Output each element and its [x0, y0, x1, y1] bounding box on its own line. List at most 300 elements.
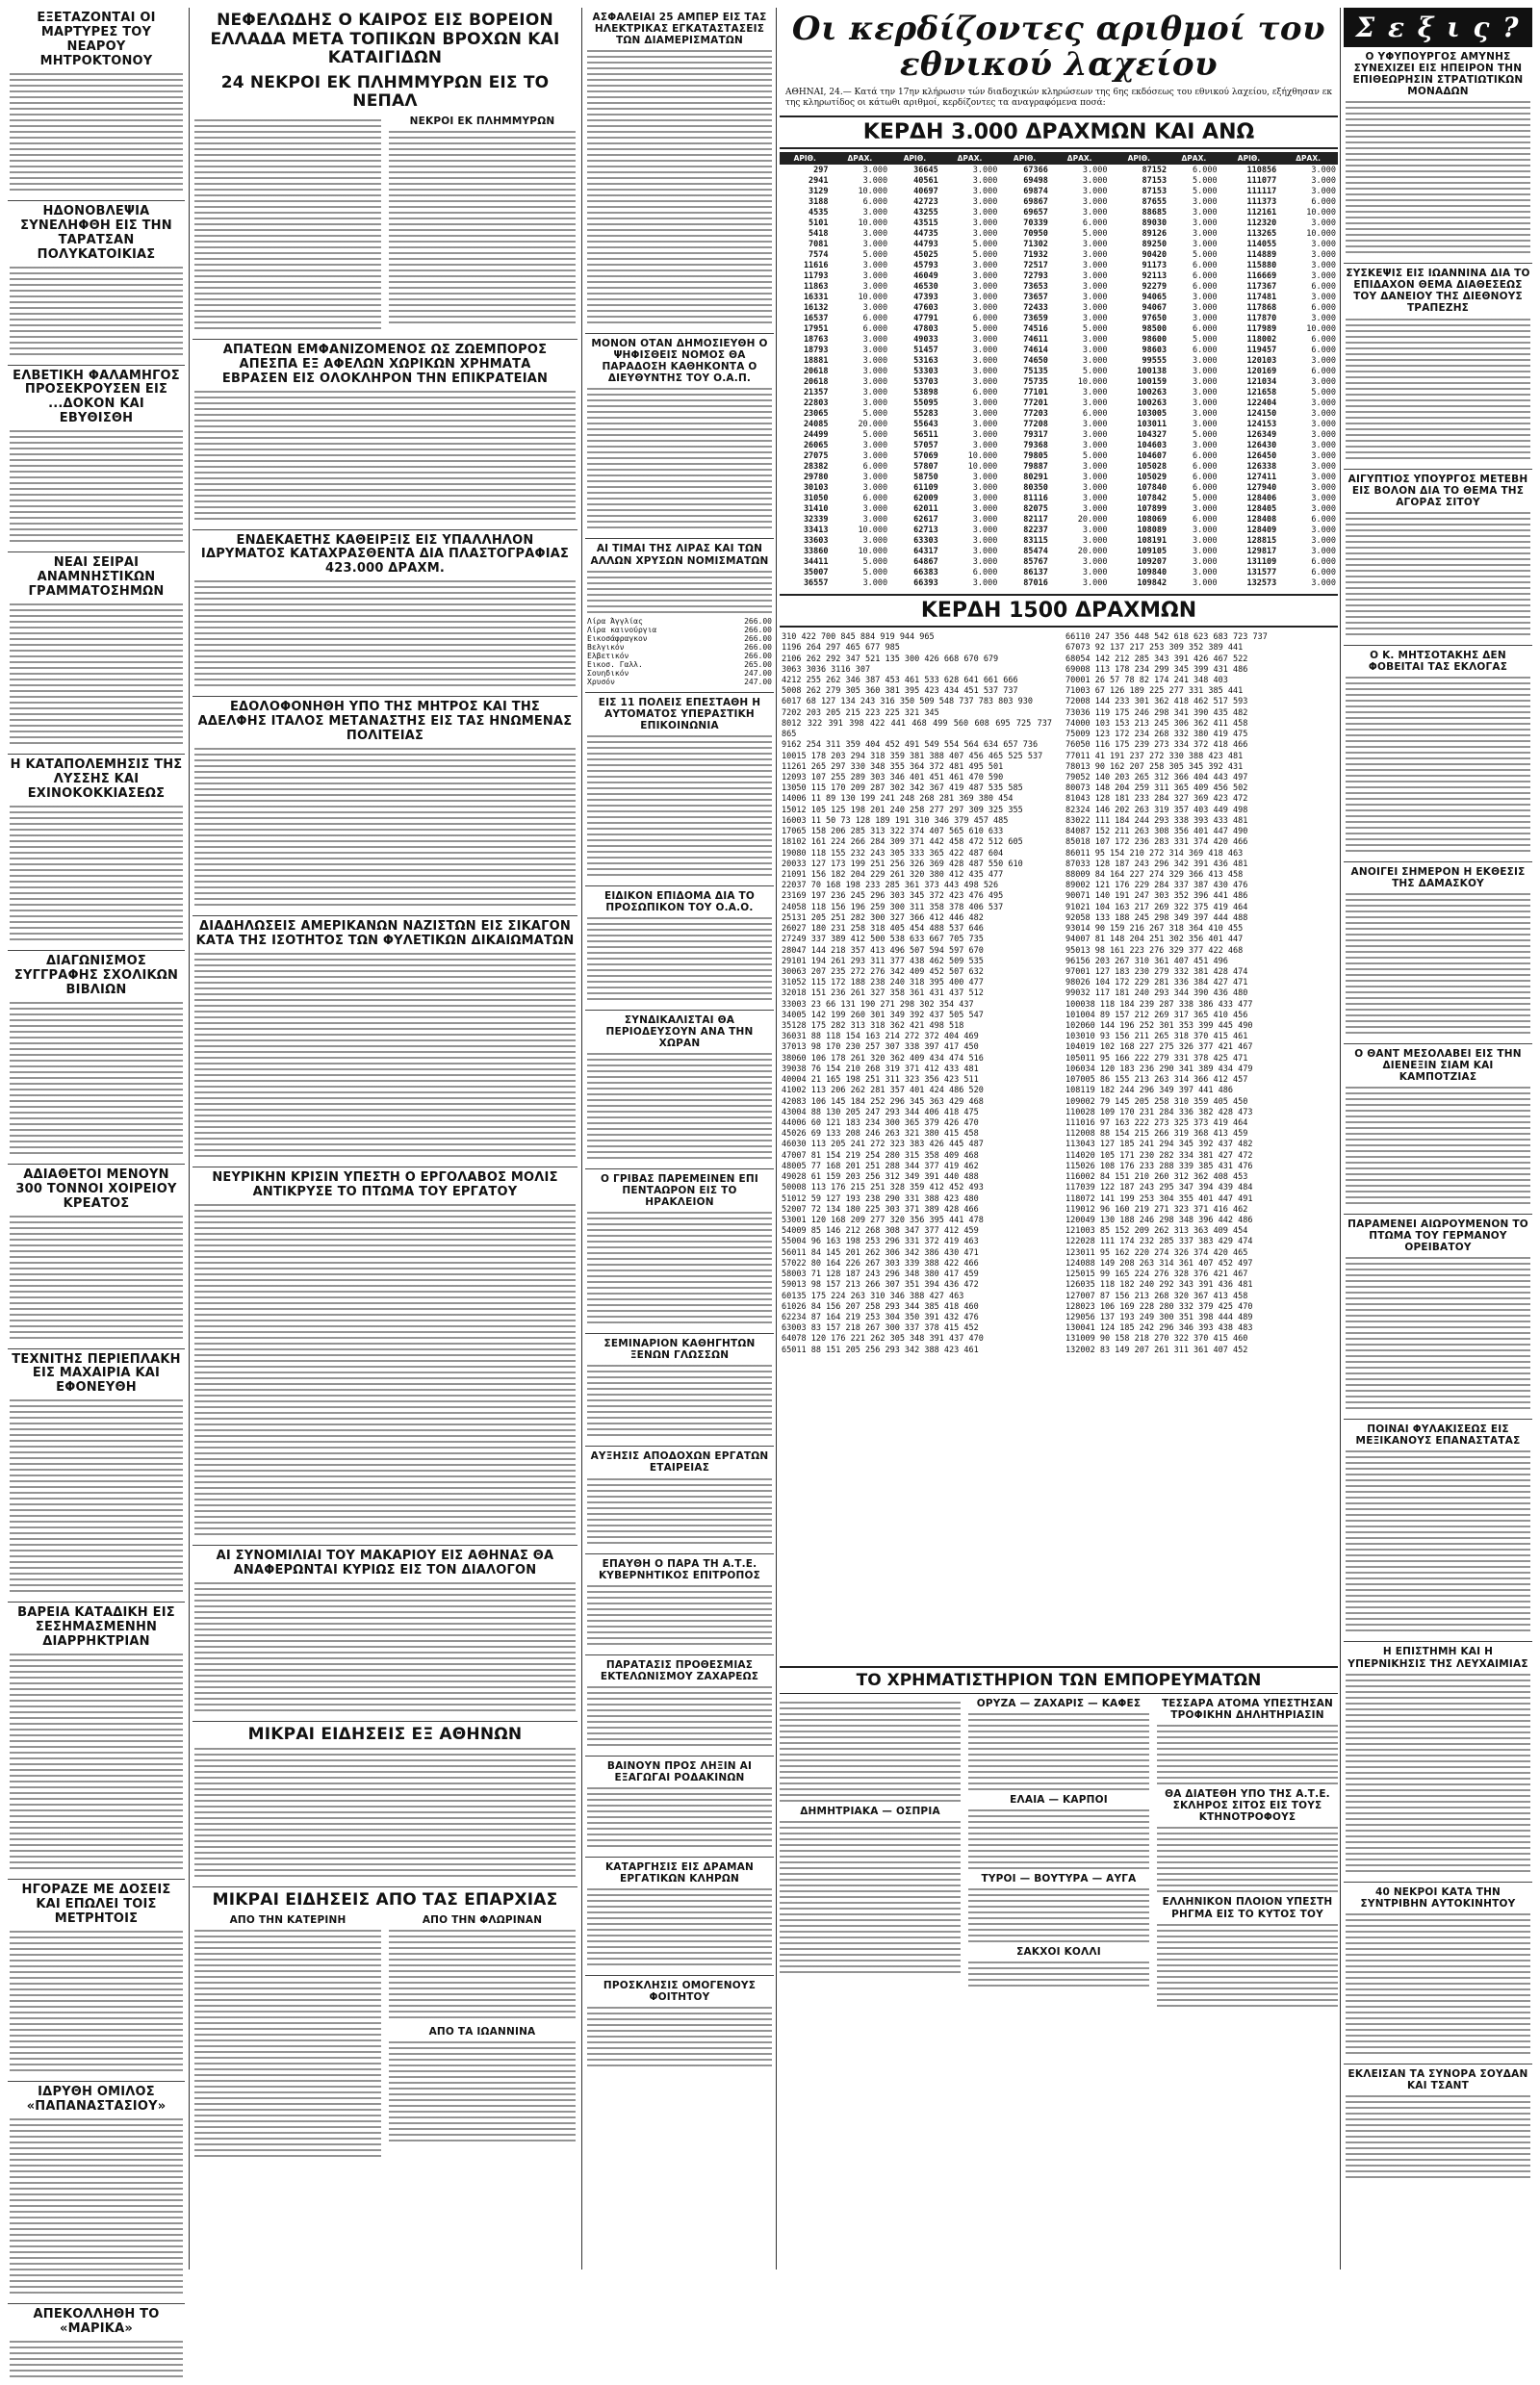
winning-number-row: 89002 121 176 229 284 337 387 430 476	[1065, 881, 1248, 891]
winning-number-row: 104019 102 168 227 275 326 377 421 467	[1065, 1042, 1253, 1053]
winning-number: 112320	[1246, 218, 1277, 228]
prize-amount: 5.000	[862, 249, 888, 260]
prize-amount: 3.000	[1082, 239, 1108, 249]
article	[192, 1722, 578, 1888]
prize-amount: 3.000	[972, 366, 998, 376]
winning-number-row: 80073 148 204 259 311 365 409 456 502	[1065, 783, 1248, 794]
article-body	[1346, 1674, 1530, 1876]
winning-number: 47393	[913, 292, 938, 302]
prize-amount: 6.000	[1311, 281, 1336, 292]
prize-amount: 5.000	[972, 249, 998, 260]
prize-amount: 3.000	[1082, 270, 1108, 281]
headline: ΕΔΟΛΟΦΟΝΗΘΗ ΥΠΟ ΤΗΣ ΜΗΤΡΟΣ ΚΑΙ ΤΗΣ ΑΔΕΛΦΗΣ ΙΤΑΛΟΣ ΜΕΤΑΝΑΣΤΗΣ ΕΙΣ ΤΑΣ ΗΝΩΜΕΝΑΣ ΠΟΛΙΤΕΙΑΣ	[197, 700, 573, 744]
winning-number-row: 69008 113 178 234 299 345 399 431 486	[1065, 664, 1248, 675]
prize-amount: 3.000	[862, 577, 888, 588]
prize-amount: 3.000	[1082, 165, 1108, 175]
headline: ΑΙ ΤΙΜΑΙ ΤΗΣ ΛΙΡΑΣ ΚΑΙ ΤΩΝ ΑΛΛΩΝ ΧΡΥΣΩΝ ΝΟΜΙΣΜΑΤΩΝ	[590, 543, 769, 567]
winning-number: 126338	[1246, 461, 1277, 472]
winning-number: 55643	[913, 419, 938, 429]
article	[585, 1554, 774, 1655]
winning-number-row: 38060 106 178 261 320 362 409 434 474 516	[782, 1053, 984, 1064]
table-row	[780, 398, 1338, 408]
winning-number: 16132	[803, 302, 829, 313]
winning-number-row: 125015 99 165 224 276 328 376 421 467	[1065, 1269, 1248, 1280]
winning-number: 58750	[913, 472, 938, 482]
winning-number: 104603	[1137, 440, 1168, 450]
prize-amount: 6.000	[862, 461, 888, 472]
winning-number-row: 94007 81 148 204 251 302 356 401 447	[1065, 935, 1244, 945]
article	[585, 1976, 774, 2076]
winning-number: 57807	[913, 461, 938, 472]
article-body	[1346, 893, 1530, 1038]
prize-amount: 6.000	[1193, 514, 1218, 525]
winning-number-row: 101004 89 157 212 269 317 365 410 456	[1065, 1010, 1248, 1020]
article-body	[780, 1702, 961, 1806]
winning-number-row: 57022 80 164 226 267 303 339 388 422 466	[782, 1258, 979, 1269]
column-header-amount: ΔΡΑΧ.	[831, 152, 890, 165]
winning-number: 17951	[803, 323, 829, 334]
prize-banner-1500: ΚΕΡΔΗ 1500 ΔΡΑΧΜΩΝ	[780, 594, 1338, 628]
winning-number: 79887	[1023, 461, 1048, 472]
winning-number-row: 107005 86 155 213 263 314 366 412 457	[1065, 1075, 1248, 1086]
table-row	[587, 660, 772, 669]
winning-number-row: 51012 59 127 193 238 290 331 388 423 480	[782, 1193, 979, 1204]
prize-amount: 3.000	[862, 376, 888, 387]
winning-number: 114889	[1246, 249, 1277, 260]
headline: ΜΙΚΡΑΙ ΕΙΔΗΣΕΙΣ ΕΞ ΑΘΗΝΩΝ	[247, 1724, 523, 1744]
table-row	[780, 429, 1338, 440]
prize-amount: 3.000	[972, 355, 998, 366]
prize-amount: 3.000	[1193, 302, 1218, 313]
prize-amount: 3.000	[972, 472, 998, 482]
prize-amount: 6.000	[862, 493, 888, 503]
winning-number: 124153	[1246, 419, 1277, 429]
winning-number-row: 62234 87 164 219 253 304 350 391 432 476	[782, 1312, 979, 1322]
article-body	[1346, 1257, 1530, 1413]
table-row	[780, 419, 1338, 429]
table-row	[780, 345, 1338, 355]
winning-number-row: 16003 11 50 73 128 189 191 310 346 379 457 485	[782, 815, 1009, 826]
headline: 40 ΝΕΚΡΟΙ ΚΑΤΑ ΤΗΝ ΣΥΝΤΡΙΒΗΝ ΑΥΤΟΚΙΝΗΤΟΥ	[1360, 1885, 1516, 1910]
article-body	[10, 430, 183, 546]
table-row	[780, 450, 1338, 461]
winning-number: 103011	[1137, 419, 1168, 429]
article-body	[587, 50, 772, 327]
headline: ΕΞΕΤΑΖΟΝΤΑΙ ΟΙ ΜΑΡΤΥΡΕΣ ΤΟΥ ΝΕΑΡΟΥ ΜΗΤΡΟΚΤΟΝΟΥ	[37, 11, 156, 68]
article-body	[389, 131, 576, 327]
table-row	[780, 493, 1338, 503]
headline: ΕΠΑΥΘΗ Ο ΠΑΡΑ ΤΗ Α.Τ.Ε. ΚΥΒΕΡΝΗΤΙΚΟΣ ΕΠΙΤΡΟΠΟΣ	[598, 1557, 761, 1581]
winning-number: 28382	[803, 461, 829, 472]
prize-amount: 3.000	[972, 186, 998, 196]
article	[192, 1546, 578, 1722]
winning-number: 45025	[913, 249, 938, 260]
table-row	[587, 643, 772, 652]
prize-amount: 3.000	[1193, 207, 1218, 218]
winning-number: 104327	[1137, 429, 1168, 440]
prize-amount: 3.000	[1193, 567, 1218, 577]
winning-number-row: 21091 156 182 204 229 261 320 380 412 435 477	[782, 869, 1004, 880]
prize-amount: 3.000	[1193, 419, 1218, 429]
winning-number-row: 23169 197 236 245 296 303 345 372 423 476 495	[782, 891, 1004, 902]
column-header-amount: ΔΡΑΧ.	[940, 152, 1000, 165]
winning-number: 108089	[1137, 525, 1168, 535]
prize-amount: 3.000	[1193, 292, 1218, 302]
prize-amount: 3.000	[1193, 387, 1218, 398]
winning-number: 100263	[1137, 387, 1168, 398]
winning-number: 120103	[1246, 355, 1277, 366]
column-rule	[581, 8, 582, 2270]
prize-amount: 3.000	[862, 270, 888, 281]
article	[585, 1757, 774, 1858]
winning-number-row: 30063 207 235 272 276 342 409 452 507 632	[782, 966, 984, 977]
article-body	[1157, 1725, 1338, 1788]
winning-number-row: 35128 175 282 313 318 362 421 498 518	[782, 1021, 964, 1032]
winning-number-row: 115026 108 176 233 288 339 385 431 476	[1065, 1161, 1253, 1171]
headline: ΤΕΣΣΑΡΑ ΑΤΟΜΑ ΥΠΕΣΤΗΣΑΝ ΤΡΟΦΙΚΗΝ ΔΗΛΗΤΗΡΙΑΣΙΝ	[1161, 1698, 1334, 1722]
prize-amount: 3.000	[1311, 165, 1336, 175]
headline: ΕΛΛΗΝΙΚΟΝ ΠΛΟΙΟΝ ΥΠΕΣΤΗ ΡΗΓΜΑ ΕΙΣ ΤΟ ΚΥΤΟΣ ΤΟΥ	[1162, 1896, 1333, 1920]
prize-amount: 3.000	[1193, 313, 1218, 323]
article-body	[968, 1713, 1149, 1794]
prize-amount: 5.000	[862, 408, 888, 419]
winning-number: 11616	[803, 260, 829, 270]
winning-number: 4535	[808, 207, 829, 218]
article-body	[10, 1002, 183, 1158]
article	[192, 8, 578, 340]
article-body	[1346, 101, 1530, 257]
column-5	[1344, 8, 1532, 2270]
prize-amount: 3.000	[1193, 440, 1218, 450]
winning-number: 87153	[1142, 175, 1168, 186]
table-row	[780, 472, 1338, 482]
winning-number: 107840	[1137, 482, 1168, 493]
winning-number-row: 52007 72 134 180 225 303 371 389 428 466	[782, 1204, 979, 1215]
winning-number-row: 1196 264 297 465 677 985	[782, 643, 900, 654]
table-row	[780, 165, 1338, 175]
article	[8, 1165, 185, 1349]
prize-amount: 20.000	[1077, 546, 1108, 556]
winning-number-row: 122028 111 174 232 285 337 383 429 474	[1065, 1237, 1253, 1247]
winning-number-row: 7202 203 205 215 223 225 321 345	[782, 707, 939, 718]
table-row	[780, 376, 1338, 387]
winning-number: 100159	[1137, 376, 1168, 387]
prize-amount: 3.000	[1193, 239, 1218, 249]
winning-number-row: 10015 178 203 294 318 359 381 388 407 456 465 525 537	[782, 751, 1043, 761]
column-header-amount: ΔΡΑΧ.	[1278, 152, 1338, 165]
winning-number: 46049	[913, 270, 938, 281]
article-body	[968, 1888, 1149, 1946]
winning-number: 47803	[913, 323, 938, 334]
winning-number: 83115	[1023, 535, 1048, 546]
winning-number: 77208	[1023, 419, 1048, 429]
headline: ΑΔΙΑΘΕΤΟΙ ΜΕΝΟΥΝ 300 ΤΟΝΝΟΙ ΧΟΙΡΕΙΟΥ ΚΡΕΑΤΟΣ	[15, 1167, 177, 1211]
winning-number: 40561	[913, 175, 938, 186]
winning-number-row: 34005 142 199 260 301 349 392 437 505 547	[782, 1010, 984, 1020]
column-header-number: ΑΡΙΘ.	[1109, 152, 1168, 165]
article-body	[194, 1582, 576, 1715]
prize-amount: 3.000	[972, 577, 998, 588]
winning-number: 128405	[1246, 503, 1277, 514]
prize-amount: 10.000	[858, 525, 888, 535]
winning-number: 5101	[808, 218, 829, 228]
winning-number: 53898	[913, 387, 938, 398]
prize-amount: 3.000	[1311, 249, 1336, 260]
table-row	[780, 546, 1338, 556]
winning-number-row: 78013 90 162 207 258 305 345 392 431	[1065, 761, 1244, 772]
article-body	[1346, 319, 1530, 463]
winning-number: 57057	[913, 440, 938, 450]
winning-number: 108069	[1137, 514, 1168, 525]
table-row	[780, 281, 1338, 292]
winning-number: 89030	[1142, 218, 1168, 228]
winning-number: 74516	[1023, 323, 1048, 334]
winning-number-row: 131009 90 158 218 270 322 370 415 460	[1065, 1334, 1248, 1345]
winning-number: 7574	[808, 249, 829, 260]
headline: ΘΑ ΔΙΑΤΕΘΗ ΥΠΟ ΤΗΣ Α.Τ.Ε. ΣΚΛΗΡΟΣ ΣΙΤΟΣ ΕΙΣ ΤΟΥΣ ΚΤΗΝΟΤΡΟΦΟΥΣ	[1165, 1788, 1330, 1824]
headline: ΣΥΣΚΕΨΙΣ ΕΙΣ ΙΩΑΝΝΙΝΑ ΔΙΑ ΤΟ ΕΠΙΔΑΧΟΝ ΘΕΜΑ ΔΙΑΘΕΣΕΩΣ ΤΟΥ ΔΑΝΕΙΟΥ ΤΗΣ ΔΙΕΘΝΟΥΣ ΤΡΑΠΕΖΗΣ	[1346, 268, 1530, 315]
table-row	[780, 323, 1338, 334]
winning-number-row: 70001 26 57 78 82 174 241 348 403	[1065, 676, 1228, 686]
prize-amount: 5.000	[1193, 249, 1218, 260]
subheadline: ΟΡΥΖΑ — ΖΑΧΑΡΙΣ — ΚΑΦΕΣ	[976, 1698, 1142, 1710]
article-body	[194, 391, 576, 524]
prize-amount: 3.000	[1082, 207, 1108, 218]
article-body	[587, 1585, 772, 1649]
winning-number-row: 15012 105 125 198 201 240 258 277 297 309 325 355	[782, 805, 1023, 815]
winning-number-row: 36031 88 118 154 163 214 272 372 404 469	[782, 1032, 979, 1042]
winning-number: 62009	[913, 493, 938, 503]
prize-amount: 3.000	[972, 398, 998, 408]
winning-number: 53703	[913, 376, 938, 387]
winning-number: 131577	[1246, 567, 1277, 577]
winning-number-row: 48005 77 168 201 251 288 344 377 419 462	[782, 1161, 979, 1171]
prize-amount: 5.000	[1311, 387, 1336, 398]
headline: ΗΔΟΝΟΒΛΕΨΙΑ ΣΥΝΕΛΗΦΘΗ ΕΙΣ ΤΗΝ ΤΑΡΑΤΣΑΝ ΠΟΛΥΚΑΤΟΙΚΙΑΣ	[20, 203, 172, 262]
headline: ΑΠΑΤΕΩΝ ΕΜΦΑΝΙΖΟΜΕΝΟΣ ΩΣ ΖΩΕΜΠΟΡΟΣ ΑΠΕΣΠΑ ΕΞ ΑΦΕΛΩΝ ΧΩΡΙΚΩΝ ΧΡΗΜΑΤΑ	[222, 342, 548, 372]
article-body	[10, 73, 183, 194]
prize-amount: 3.000	[972, 165, 998, 175]
prize-amount: 10.000	[858, 292, 888, 302]
table-row	[780, 334, 1338, 345]
winning-number: 127411	[1246, 472, 1277, 482]
winning-number-row: 87033 128 187 243 296 342 391 436 481	[1065, 859, 1248, 869]
winning-number-row: 132002 83 149 207 261 311 361 407 452	[1065, 1345, 1248, 1355]
winning-number-row: 66110 247 356 448 542 618 623 683 723 737	[1065, 632, 1268, 643]
prize-amount: 3.000	[1082, 281, 1108, 292]
winning-number: 119457	[1246, 345, 1277, 355]
winning-number-row: 46030 113 205 241 272 323 383 426 445 487	[782, 1140, 984, 1150]
column-rule	[1340, 8, 1341, 2270]
winning-number-row: 45026 69 133 208 246 263 321 380 415 458	[782, 1129, 979, 1140]
winning-number-row: 119012 96 160 219 271 323 371 416 462	[1065, 1204, 1248, 1215]
coin-price: 247.00	[744, 668, 772, 678]
prize-amount: 3.000	[1082, 292, 1108, 302]
article-body	[968, 1809, 1149, 1873]
prize-amount: 3.000	[972, 175, 998, 186]
winning-number-row: 60135 175 224 263 310 346 388 427 463	[782, 1291, 964, 1301]
article-body	[587, 1478, 772, 1548]
winning-number: 82117	[1023, 514, 1048, 525]
prize-amount: 3.000	[862, 334, 888, 345]
winning-number-row: 11261 265 297 330 348 355 364 372 481 495 501	[782, 761, 1004, 772]
winning-number: 103005	[1137, 408, 1168, 419]
headline: Η ΕΠΙΣΤΗΜΗ ΚΑΙ Η ΥΠΕΡΝΙΚΗΣΙΣ ΤΗΣ ΛΕΥΧΑΙΜΙΑΣ	[1348, 1646, 1528, 1670]
winning-number: 85474	[1023, 546, 1048, 556]
winning-number-row: 9162 254 311 359 404 452 491 549 554 564 634 657 736	[782, 740, 1039, 751]
winning-number-row: 123011 95 162 220 274 326 374 420 465	[1065, 1247, 1248, 1258]
coin-price: 266.00	[744, 642, 772, 652]
headline: ΣΥΝΔΙΚΑΛΙΣΤΑΙ ΘΑ ΠΕΡΙΟΔΕΥΣΟΥΝ ΑΝΑ ΤΗΝ ΧΩΡΑΝ	[605, 1013, 754, 1049]
subheadline: ΕΛΑΙΑ — ΚΑΡΠΟΙ	[1010, 1794, 1108, 1807]
winning-number: 51457	[913, 345, 938, 355]
prize-amount: 6.000	[1193, 270, 1218, 281]
prize-amount: 3.000	[1082, 260, 1108, 270]
winning-number: 5418	[808, 228, 829, 239]
prize-amount: 3.000	[972, 419, 998, 429]
headline: ΕΚΛΕΙΣΑΝ ΤΑ ΣΥΝΟΡΑ ΣΟΥΔΑΝ ΚΑΙ ΤΣΑΝΤ	[1348, 2067, 1528, 2091]
winning-number: 22803	[803, 398, 829, 408]
article	[585, 334, 774, 539]
winning-number-row: 71003 67 126 189 225 277 331 385 441	[1065, 686, 1244, 697]
article	[8, 201, 185, 366]
article-body	[1157, 1827, 1338, 1896]
winning-number-row: 47007 81 154 219 254 280 315 358 409 468	[782, 1150, 979, 1161]
article-body	[10, 267, 183, 359]
prize-amount: 3.000	[972, 218, 998, 228]
article	[192, 530, 578, 698]
subheadline: ΑΠΟ ΤΑ ΙΩΑΝΝΙΝΑ	[428, 2025, 536, 2038]
prize-amount: 3.000	[1082, 196, 1108, 207]
winning-number: 112161	[1246, 207, 1277, 218]
prize-amount: 3.000	[1193, 535, 1218, 546]
prize-amount: 20.000	[858, 419, 888, 429]
winning-number: 111373	[1246, 196, 1277, 207]
winning-number: 7081	[808, 239, 829, 249]
winning-number: 69657	[1023, 207, 1048, 218]
prize-amount: 3.000	[862, 175, 888, 186]
prize-amount: 3.000	[1082, 556, 1108, 567]
article	[585, 1169, 774, 1334]
table-row	[780, 228, 1338, 239]
winning-number: 16331	[803, 292, 829, 302]
winning-number: 67366	[1023, 165, 1048, 175]
winning-number: 92279	[1142, 281, 1168, 292]
article-body	[10, 2118, 183, 2297]
prize-amount: 6.000	[862, 323, 888, 334]
prize-amount: 3.000	[862, 482, 888, 493]
winning-number-row: 31052 115 172 188 238 240 318 395 400 477	[782, 978, 984, 988]
prize-amount: 3.000	[1082, 525, 1108, 535]
winning-number-row: 65011 88 151 205 256 293 342 388 423 461	[782, 1345, 979, 1355]
winning-number: 62713	[913, 525, 938, 535]
article-body	[1346, 677, 1530, 856]
article	[585, 886, 774, 1011]
winning-number: 116669	[1246, 270, 1277, 281]
winning-number: 40697	[913, 186, 938, 196]
winning-number: 117870	[1246, 313, 1277, 323]
prize-amount: 3.000	[1082, 313, 1108, 323]
prize-amount: 20.000	[1077, 514, 1108, 525]
subheadline: ΣΑΚΧΟΙ ΚΟΛΛΙ	[1016, 1946, 1101, 1959]
headline: ΒΑΙΝΟΥΝ ΠΡΟΣ ΛΗΞΙΝ ΑΙ ΕΞΑΓΩΓΑΙ ΡΟΔΑΚΙΝΩΝ	[606, 1759, 753, 1783]
prize-amount: 3.000	[862, 440, 888, 450]
winning-number-row: 120049 130 188 246 298 348 396 442 486	[1065, 1215, 1253, 1225]
headline: ΝΕΑΙ ΣΕΙΡΑΙ ΑΝΑΜΝΗΣΤΙΚΩΝ ΓΡΑΜΜΑΤΟΣΗΜΩΝ	[28, 555, 165, 600]
market-headline: ΤΟ ΧΡΗΜΑΤΙΣΤΗΡΙΟΝ ΤΩΝ ΕΜΠΟΡΕΥΜΑΤΩΝ	[780, 1666, 1338, 1694]
prize-amount: 3.000	[972, 493, 998, 503]
article-body	[194, 1204, 576, 1539]
article	[585, 1655, 774, 1757]
coin-name: Ελβετικόν	[587, 651, 629, 660]
coin-price: 266.00	[744, 625, 772, 634]
prize-amount: 5.000	[1193, 429, 1218, 440]
prize-amount: 5.000	[972, 239, 998, 249]
winning-number: 80350	[1023, 482, 1048, 493]
prize-amount: 3.000	[862, 302, 888, 313]
headline: ΜΙΚΡΑΙ ΕΙΔΗΣΕΙΣ ΑΠΟ ΤΑΣ ΕΠΑΡΧΙΑΣ	[212, 1890, 558, 1911]
headline: ΝΕΦΕΛΩΔΗΣ Ο ΚΑΙΡΟΣ ΕΙΣ ΒΟΡΕΙΟΝ ΕΛΛΑΔΑ ΜΕΤΑ ΤΟΠΙΚΩΝ ΒΡΟΧΩΝ ΚΑΙ ΚΑΤΑΙΓΙΔΩΝ	[210, 11, 560, 68]
article	[585, 1334, 774, 1447]
prize-amount: 5.000	[862, 556, 888, 567]
prize-amount: 3.000	[972, 228, 998, 239]
prize-amount: 3.000	[972, 556, 998, 567]
prize-amount: 3.000	[862, 398, 888, 408]
prize-amount: 10.000	[967, 450, 998, 461]
winning-number-row: 99032 117 181 240 293 344 390 436 480	[1065, 988, 1248, 999]
winning-number-row: 117039 122 187 243 295 347 394 439 484	[1065, 1183, 1253, 1193]
winning-number-row: 127007 87 156 213 268 320 367 413 458	[1065, 1291, 1248, 1301]
winning-number: 117989	[1246, 323, 1277, 334]
article-body	[587, 1053, 772, 1163]
article	[1344, 1642, 1532, 1882]
prize-amount: 3.000	[1082, 472, 1108, 482]
article	[585, 693, 774, 886]
prize-amount: 6.000	[1311, 334, 1336, 345]
article	[192, 1887, 578, 2167]
winning-number: 63303	[913, 535, 938, 546]
headline: ΔΙΑΓΩΝΙΣΜΟΣ ΣΥΓΓΡΑΦΗΣ ΣΧΟΛΙΚΩΝ ΒΙΒΛΙΩΝ	[13, 953, 179, 997]
table-row	[780, 207, 1338, 218]
prize-amount: 3.000	[1311, 493, 1336, 503]
prize-amount: 10.000	[858, 186, 888, 196]
winning-number: 129817	[1246, 546, 1277, 556]
headline: ΑΥΞΗΣΙΣ ΑΠΟΔΟΧΩΝ ΕΡΓΑΤΩΝ ΕΤΑΙΡΕΙΑΣ	[590, 1450, 769, 1475]
winning-number: 85767	[1023, 556, 1048, 567]
prize-amount: 3.000	[1082, 419, 1108, 429]
winning-number: 98603	[1142, 345, 1168, 355]
winning-number: 111117	[1246, 186, 1277, 196]
lottery-results-table	[780, 152, 1338, 588]
headline: ΠΡΟΣΚΛΗΣΙΣ ΟΜΟΓΕΝΟΥΣ ΦΟΙΤΗΤΟΥ	[603, 1980, 757, 2004]
column-4	[780, 8, 1338, 2270]
prize-amount: 5.000	[1193, 175, 1218, 186]
article-body	[194, 953, 576, 1161]
winning-number: 105028	[1137, 461, 1168, 472]
prize-amount: 3.000	[1311, 419, 1336, 429]
prize-amount: 3.000	[862, 503, 888, 514]
winning-number: 73659	[1023, 313, 1048, 323]
prize-amount: 5.000	[1193, 186, 1218, 196]
table-row	[780, 387, 1338, 398]
winning-number: 45793	[913, 260, 938, 270]
prize-amount: 5.000	[1082, 228, 1108, 239]
headline: ΑΠΕΚΟΛΛΗΘΗ ΤΟ «ΜΑΡΙΚΑ»	[33, 2306, 160, 2336]
winning-number: 86137	[1023, 567, 1048, 577]
winning-number-row: 110028 109 170 231 284 336 382 428 473	[1065, 1107, 1253, 1117]
prize-amount: 3.000	[972, 292, 998, 302]
prize-amount: 3.000	[1193, 366, 1218, 376]
